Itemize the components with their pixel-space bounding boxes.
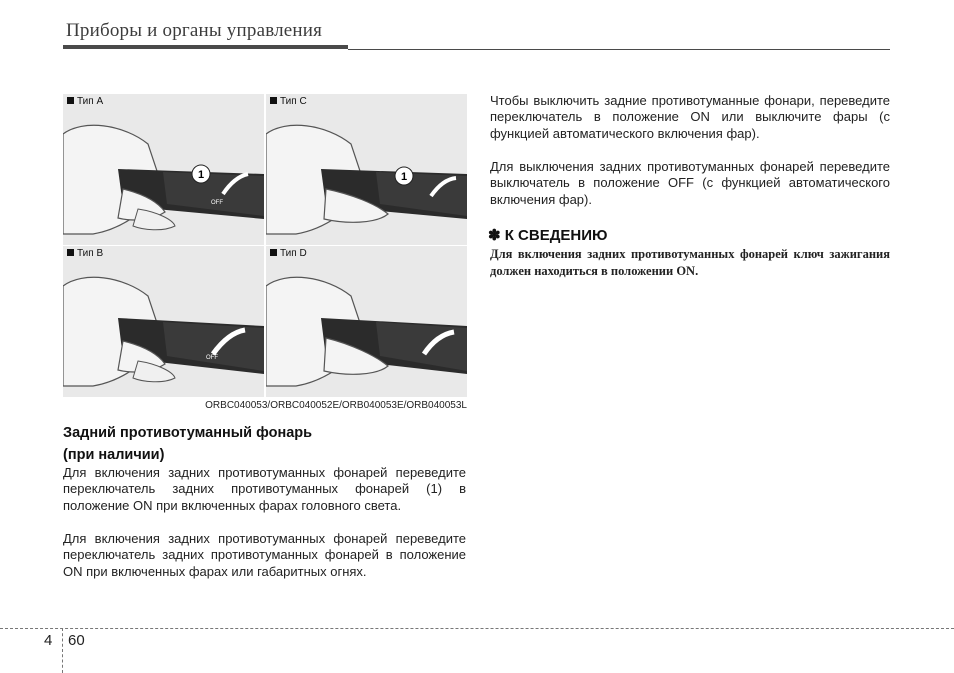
body-paragraph: Для включения задних противотуманных фонарей переведите переключатель задних противотуманных фонарей в положение ON при включенных фарах или габаритных огнях. (63, 531, 466, 579)
footer-vertical-divider (62, 628, 63, 673)
footer-divider (0, 628, 954, 629)
panel-label: Тип B (67, 248, 103, 259)
panel-label: Тип D (270, 248, 307, 259)
hand-on-stalk-illustration (63, 94, 264, 245)
hand-on-stalk-illustration (63, 246, 264, 397)
panel-label: Тип C (270, 96, 307, 107)
body-paragraph: Для выключения задних противотуманных фонарей переведите выключатель в положение OFF (с функцией автоматического включения фар). (490, 159, 890, 207)
switch-off-text: OFF (206, 355, 218, 361)
switch-off-text: OFF (211, 200, 223, 206)
body-paragraph: Для включения задних противотуманных фонарей переведите переключатель задних противотуманных фонарей (1) в положение ON при включенных фарах головного света. (63, 465, 466, 513)
panel-label: Тип A (67, 96, 103, 107)
figure-panel-type-b (63, 246, 264, 397)
hand-on-stalk-illustration (266, 94, 467, 245)
figure-panel-type-a (63, 94, 264, 245)
stalk-switch-figure (63, 94, 467, 398)
figure-caption: ORBC040053/ORBC040052E/ORB040053E/ORB040053L (205, 400, 467, 411)
header-rule-thin (348, 49, 890, 50)
hand-on-stalk-illustration (266, 246, 467, 397)
figure-panel-type-c (266, 94, 467, 245)
callout-number: 1 (400, 171, 408, 183)
page-number: 60 (68, 632, 85, 649)
section-heading: Задний противотуманный фонарь (при наличии) (63, 425, 313, 463)
header-rule-thick (63, 45, 348, 49)
figure-panel-type-d (266, 246, 467, 397)
chapter-number: 4 (44, 632, 53, 649)
note-heading: ✽ К СВЕДЕНИЮ (488, 227, 608, 244)
page-header-title: Приборы и органы управления (66, 20, 323, 41)
body-paragraph: Чтобы выключить задние противотуманные фонари, переведите переключатель в положение ON или выключите фары (с функцией автоматического включения фар). (490, 93, 890, 141)
callout-number: 1 (197, 169, 205, 181)
note-text: Для включения задних противотуманных фонарей ключ зажигания должен находиться в положении ON. (490, 247, 890, 278)
